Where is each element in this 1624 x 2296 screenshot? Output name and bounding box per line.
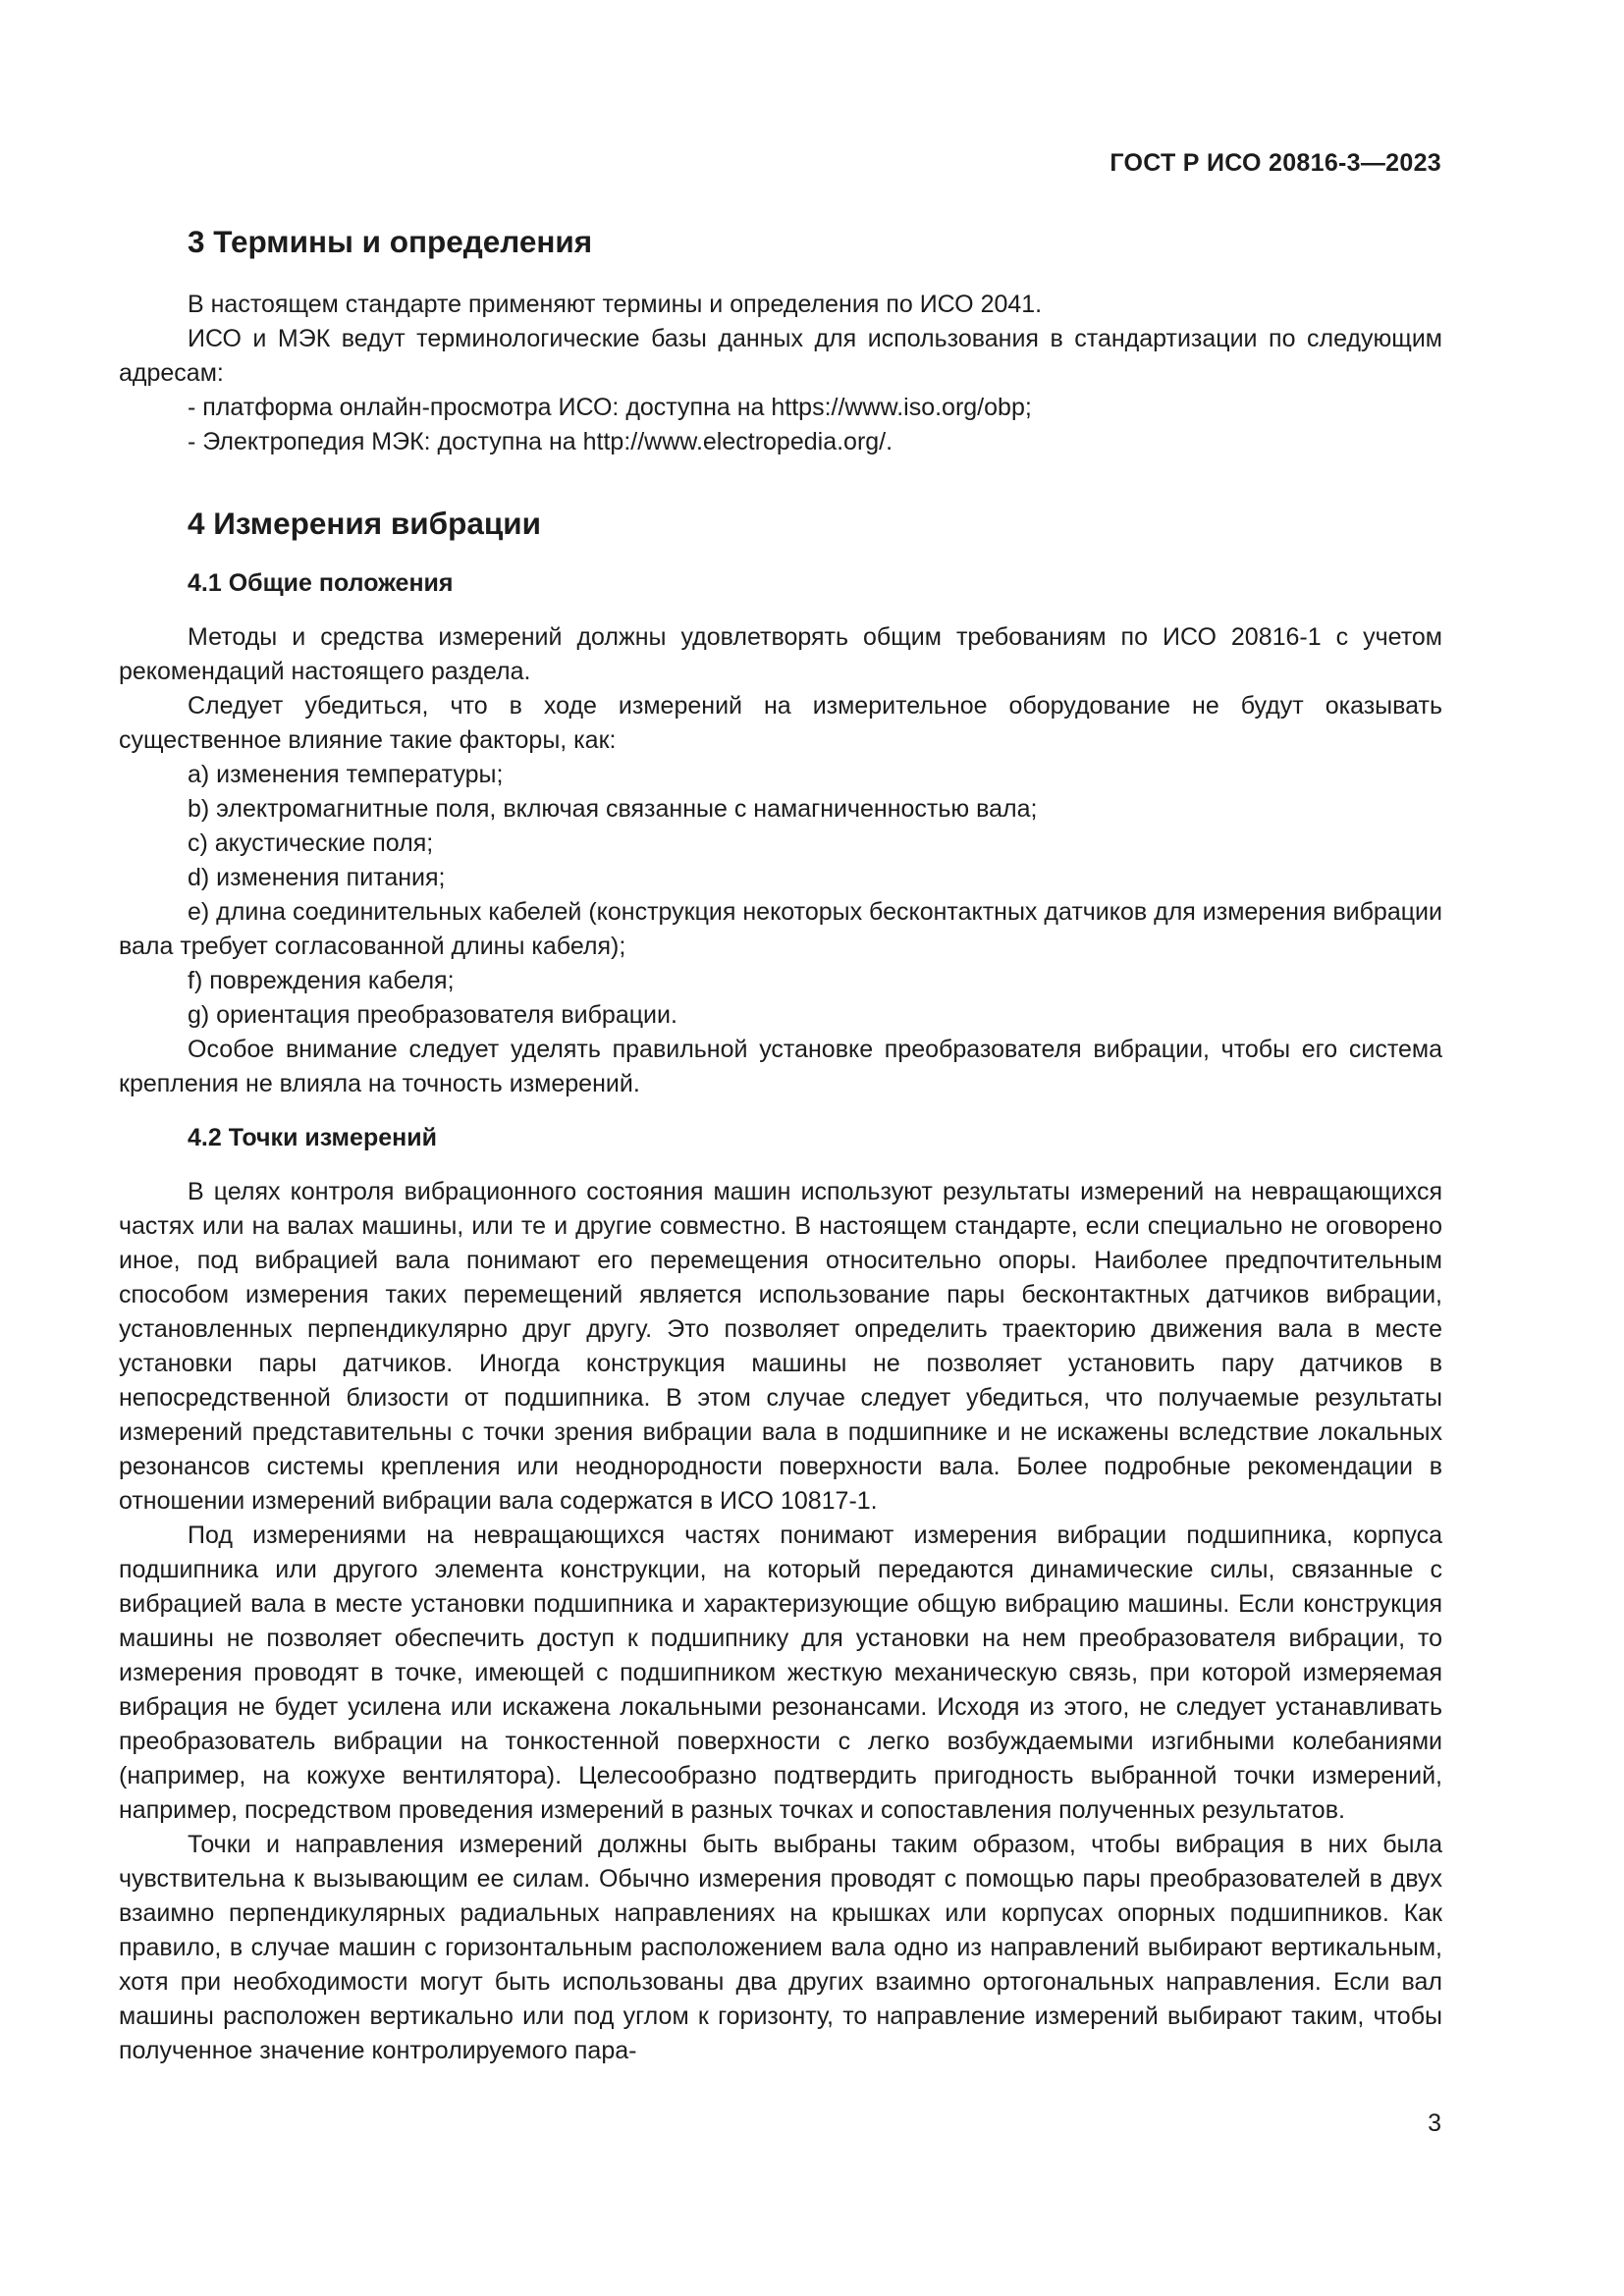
subsection-4-1-paragraph: Следует убедиться, что в ходе измерений на измерительное оборудование не будут оказывать существенное влияние такие факторы, как: [119, 692, 1442, 754]
subsection-4-2-paragraph: Точки и направления измерений должны быть выбраны таким образом, чтобы вибрация в них была чувствительна к вызывающим ее силам. Обычно измерения проводят с помощью пары преобразователей в двух взаимно перпендикулярных радиальных направлениях на крышках или корпусах опорных подшипников. Как правило, в случае машин с горизонтальным расположением вала одно из направлений выбирают вертикальным, хотя при необходимости могут быть использованы два других взаимно ортогональных направления. Если вал машины расположен вертикально или под углом к горизонту, то направление измерений выбирают таким, чтобы полученное значение контролируемого пара- [119, 1831, 1442, 2064]
page-number: 3 [1428, 2109, 1441, 2137]
section-4-heading: 4 Измерения вибрации [188, 506, 541, 541]
factor-list-item: e) длина соединительных кабелей (конструкция некоторых бесконтактных датчиков для измерения вибрации вала требует согласованной длины кабеля); [119, 898, 1442, 960]
subsection-4-1-paragraph: Методы и средства измерений должны удовлетворять общим требованиям по ИСО 20816-1 с учетом рекомендаций настоящего раздела. [119, 623, 1442, 685]
subsection-4-2-heading: 4.2 Точки измерений [188, 1124, 437, 1151]
factor-list-item: d) изменения питания; [188, 864, 446, 891]
factor-list-item: b) электромагнитные поля, включая связанные с намагниченностью вала; [188, 795, 1038, 823]
section-3-heading: 3 Термины и определения [188, 224, 593, 259]
section-3-paragraph: В настоящем стандарте применяют термины и определения по ИСО 2041. [188, 291, 1043, 318]
subsection-4-2-paragraph: В целях контроля вибрационного состояния машин используют результаты измерений на невращающихся частях или на валах машины, или те и другие совместно. В настоящем стандарте, если специально не оговорено иное, под вибрацией вала понимают его перемещения относительно опоры. Наиболее предпочтительным способом измерения таких перемещений является использование пары бесконтактных датчиков вибрации, установленных перпендикулярно друг другу. Это позволяет определить траекторию движения вала в месте установки пары датчиков. Иногда конструкция машины не позволяет установить пару датчиков в непосредственной близости от подшипника. В этом случае следует убедиться, что получаемые результаты измерений представительны с точки зрения вибрации вала в подшипнике и не искажены вследствие локальных резонансов системы крепления или неоднородности поверхности вала. Более подробные рекомендации в отношении измерений вибрации вала содержатся в ИСО 10817-1. [119, 1178, 1442, 1515]
subsection-4-2-paragraph: Под измерениями на невращающихся частях понимают измерения вибрации подшипника, корпуса подшипника или другого элемента конструкции, на который передаются динамические силы, связанные с вибрацией вала в месте установки подшипника и характеризующие общую вибрацию машины. Если конструкция машины не позволяет обеспечить доступ к подшипнику для установки на нем преобразователя вибрации, то измерения проводят в точке, имеющей с подшипником жесткую механическую связь, при которой измеряемая вибрация не будет усилена или искажена локальными резонансами. Исходя из этого, не следует устанавливать преобразователь вибрации на тонкостенной поверхности с легко возбуждаемыми изгибными колебаниями (например, на кожухе вентилятора). Целесообразно подтвердить пригодность выбранной точки измерений, например, посредством проведения измерений в разных точках и сопоставления полученных результатов. [119, 1522, 1442, 1824]
subsection-4-1-heading: 4.1 Общие положения [188, 569, 454, 597]
document-body [119, 222, 1442, 2068]
factor-list-item: a) изменения температуры; [188, 761, 504, 788]
factor-list-item: c) акустические поля; [188, 829, 434, 857]
dash-list-item: - платформа онлайн-просмотра ИСО: доступна на https://www.iso.org/obp; [188, 394, 1032, 421]
factor-list-item: g) ориентация преобразователя вибрации. [188, 1001, 677, 1029]
dash-list-item: - Электропедия МЭК: доступна на http://www.electropedia.org/. [188, 428, 893, 455]
document-header-id: ГОСТ Р ИСО 20816-3—2023 [1110, 149, 1441, 177]
factor-list-item: f) повреждения кабеля; [188, 967, 455, 994]
section-3-paragraph: ИСО и МЭК ведут терминологические базы данных для использования в стандартизации по следующим адресам: [119, 325, 1442, 387]
subsection-4-1-paragraph: Особое внимание следует уделять правильной установке преобразователя вибрации, чтобы его система крепления не влияла на точность измерений. [119, 1036, 1442, 1097]
